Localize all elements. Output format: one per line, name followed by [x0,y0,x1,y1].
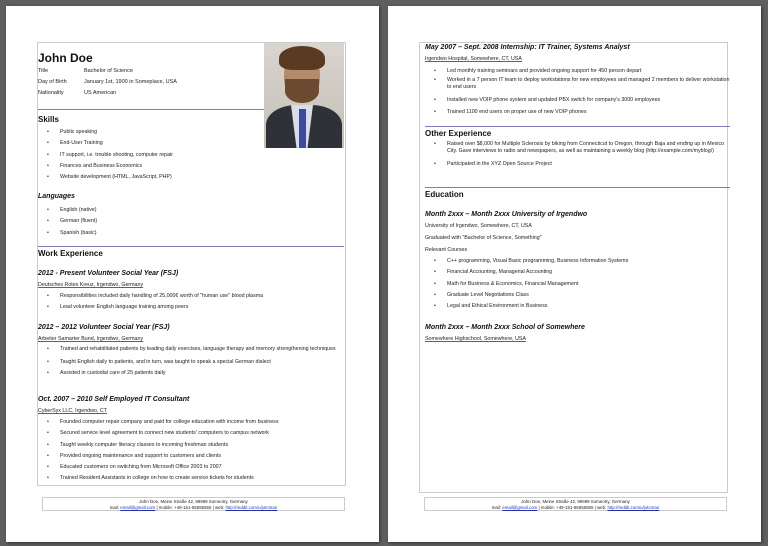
list-item: • Website development (HTML, JavaScript, PHP) [38,172,258,183]
job-duties [38,291,338,314]
skills-list [38,127,258,183]
info-row [38,88,177,99]
list-item: • Secured service level agreement to connect new students' computers to campus network [38,428,344,439]
footer-address: John Doe, Meine Straße 42, 99999 Someotry, Germany [139,499,248,504]
footer-address: John Doe, Meine Straße 42, 99999 Someotry, Germany [521,499,630,504]
footer-mobile: | mobile: +49-151-55555555 | web: [155,505,226,510]
list-item: • Trained and rehabilitated patients by leading daily exercises, language therapy and memory strengthening techniques [38,346,338,357]
list-item: • Led monthly training seminars and provided ongoing support for 450 person depart [425,66,730,77]
job-org: Deutsches Rotes Kreuz, Irgendwo, Germany [38,282,144,288]
skills-heading: Skills [38,115,59,124]
education-line: Graduated with "Bachelor of Science, Something" [425,235,542,241]
footer-mobile: | mobile: +49-151-55555555 | web: [537,505,608,510]
info-value: US American [84,90,117,96]
job-org: Arbeiter Samarter Bund, Irgendwo, Germany [38,336,144,342]
photo-tie [299,109,306,148]
job-org: CyberSyx LLC, Irgendwo, CT [38,408,107,414]
info-value: Bachelor of Science [84,68,133,74]
info-key: Nationality [38,90,64,96]
section-rule [38,109,264,110]
list-item: • Financial Accounting, Managerial Accounting [425,267,730,278]
job-duties [38,346,338,380]
list-item: • Worked in a 7 person IT team to deploy workstations for new employees and managed 2 members to deliver workstation to end users [425,77,730,95]
section-rule [425,126,730,127]
photo-hair [279,46,325,70]
education-line: Somewhere Highschool, Somewhere, USA [425,336,526,342]
email-link[interactable]: email@gmail.com [502,505,538,510]
list-item: • Lead volunteer English language training among peers [38,302,338,313]
list-item: • End-User Training [38,138,258,149]
list-item: • Installed new VOIP phone system and updated PBX switch for company's 3000 employees [425,95,730,106]
list-item: • Math for Business & Economics, Financial Management [425,279,730,290]
job-title: Oct. 2007 – 2010 Self Employed IT Consultant [38,396,190,403]
list-item: • English (native) [38,205,258,216]
list-item: • Graduate Level Negotiations Class [425,290,730,301]
education-line: University of Irgendwo, Somewhere, CT, USA [425,223,532,229]
section-rule [38,246,344,247]
list-item: • Responsibilities included daily handling of 25,000€ worth of "human use" blood plasma [38,291,338,302]
page-2 [388,6,761,542]
list-item: • Provided ongoing maintenance and support to customers and clients [38,451,344,462]
list-item: • IT support, i.e. trouble shooting, computer repair [38,150,258,161]
page-1 [6,6,379,542]
info-value: January 1st, 1900 in Someplace, USA [84,79,177,85]
list-item: • German (fluent) [38,216,258,227]
list-item: • C++ programming, Visual Basic programming, Business Information Systems [425,256,730,267]
footer-mail-label: mail: [109,505,121,510]
page-footer [424,497,727,511]
profile-photo [264,43,344,148]
list-item: • Taught weekly computer literacy classes to incoming freshman students [38,440,344,451]
education-title: Month 2xxx – Month 2xxx School of Somewhere [425,324,585,331]
photo-beard [285,79,319,103]
list-item: • Trained 1100 end users on proper use of new VOIP phones [425,107,730,118]
list-item: • Spanish (basic) [38,228,258,239]
job-title: 2012 - Present Volunteer Social Year (FSJ) [38,270,179,277]
list-item: • Founded computer repair company and paid for college education with income from business [38,417,344,428]
job-org: Irgendwo Hospital, Somewhere, CT, USA [425,56,522,62]
footer-contact [425,505,726,511]
person-name: John Doe [38,51,93,65]
languages-list [38,205,258,239]
list-item: • Legal and Ethical Environment in Business [425,301,730,312]
list-item: • Educated customers on switching from Microsoft Office 2003 to 2007 [38,462,344,473]
education-title: Month 2xxx – Month 2xxx University of Irgendwo [425,211,588,218]
web-link[interactable]: http://reddit.com/u/jotcman [607,505,660,510]
section-rule [425,187,730,188]
footer-contact [43,505,344,511]
list-item: • Taught English daily to patients, and in turn, was taught to speak a special German dialect [38,357,338,368]
info-row [38,77,177,88]
info-row [38,66,177,77]
footer-mail-label: mail: [491,505,503,510]
info-key: Title [38,68,49,74]
job-title: 2012 – 2012 Volunteer Social Year (FSJ) [38,324,170,331]
list-item: • Assisted in custodial care of 25 patients daily [38,368,338,379]
education-heading: Education [425,190,464,199]
job-duties [38,417,344,485]
personal-info [38,66,177,99]
courses-list [425,256,730,312]
list-item: • Public speaking [38,127,258,138]
list-item: • Raised over $8,000 for Multiple Sclerosis by biking from Connecticut to Oregon, through Baja and ending up in Mexico City. Gave interviews to radio and newspapers, as well as maintaining a weekly blog (http://example.com/myblog/) [425,141,730,159]
job-duties [425,66,730,118]
other-list [425,141,730,170]
job-title: May 2007 – Sept. 2008 Internship: IT Trainer, Systems Analyst [425,44,630,51]
page-footer [42,497,345,511]
other-heading: Other Experience [425,129,492,138]
web-link[interactable]: http://reddit.com/u/jotcman [225,505,278,510]
languages-heading: Languages [38,193,75,200]
list-item: • Finances and Business Economics [38,161,258,172]
list-item: • Participated in the XYZ Open Source Project [425,159,730,170]
work-heading: Work Experience [38,249,103,258]
list-item: • Trained Resident Assistants in college on how to create service tickets for students [38,473,344,484]
education-line: Relevant Courses [425,247,468,253]
info-key: Day of Birth [38,79,67,85]
email-link[interactable]: email@gmail.com [120,505,156,510]
